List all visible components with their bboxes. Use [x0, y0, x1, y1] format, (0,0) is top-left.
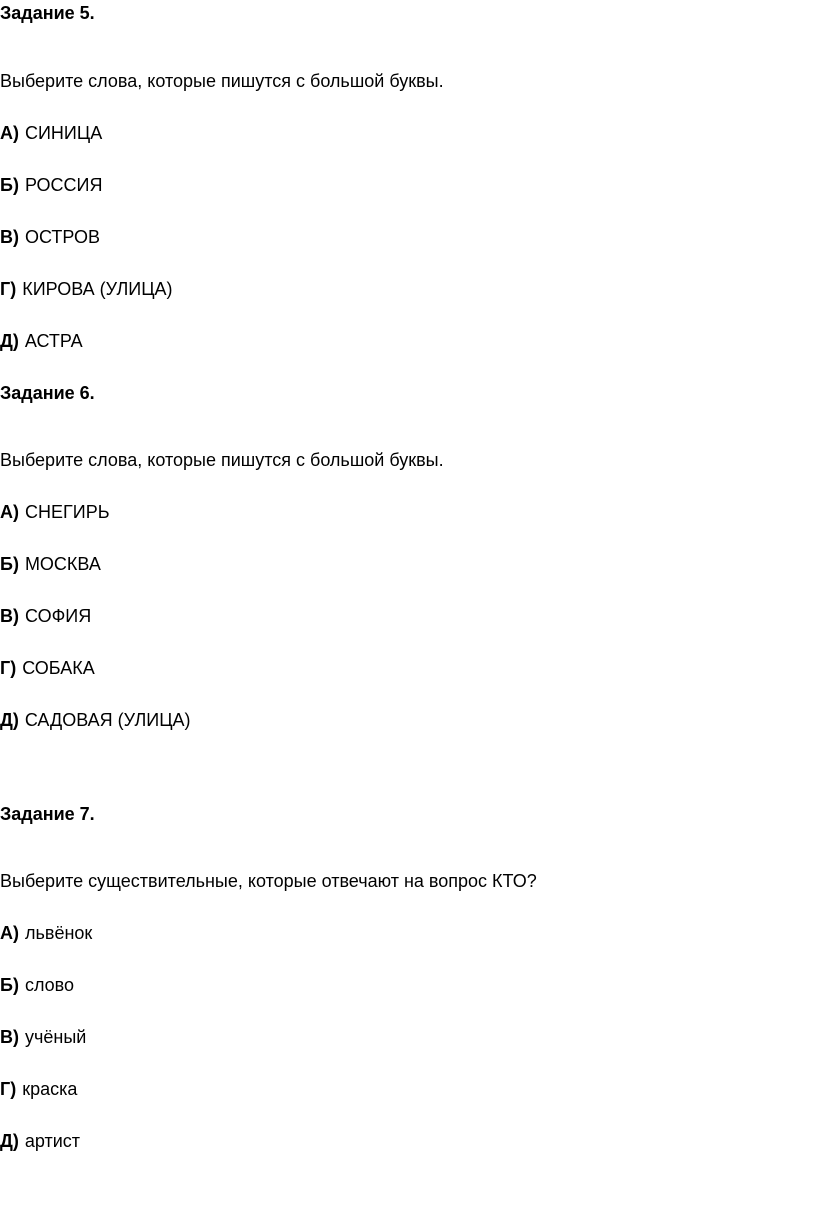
task-7-title: Задание 7. [0, 804, 95, 824]
task-7-prompt: Выберите существительные, которые отвечают на вопрос КТО? [0, 871, 537, 891]
task-5-title: Задание 5. [0, 3, 95, 23]
task-6-option-a [0, 501, 110, 523]
option-text: КИРОВА (УЛИЦА) [22, 279, 173, 299]
option-text: СОБАКА [22, 658, 95, 678]
option-letter: Б) [0, 175, 19, 195]
task-7-option-d [0, 1130, 80, 1152]
option-text: краска [22, 1079, 78, 1099]
option-text: слово [24, 975, 75, 995]
option-letter: В) [0, 227, 19, 247]
option-letter: Д) [0, 331, 19, 351]
task-5-option-v [0, 226, 100, 248]
task-7-option-b [0, 974, 74, 996]
task-6-title: Задание 6. [0, 383, 95, 403]
task-6-prompt: Выберите слова, которые пишутся с большой буквы. [0, 450, 444, 470]
task-5-option-d [0, 330, 83, 352]
option-letter: Г) [0, 279, 17, 299]
option-text: АСТРА [24, 331, 83, 351]
option-text: ОСТРОВ [25, 227, 101, 247]
task-5-option-a [0, 122, 102, 144]
option-letter: Д) [0, 710, 19, 730]
task-7-option-v [0, 1026, 86, 1048]
task-5-option-g [0, 278, 173, 300]
task-5-prompt: Выберите слова, которые пишутся с большой буквы. [0, 71, 444, 91]
task-7-option-g [0, 1078, 77, 1100]
option-text: СНЕГИРЬ [25, 502, 110, 522]
option-letter: А) [0, 923, 19, 943]
task-7-option-a [0, 922, 92, 944]
task-6-option-d [0, 709, 191, 731]
task-6-option-b [0, 553, 101, 575]
option-text: львёнок [25, 923, 93, 943]
option-letter: В) [0, 1027, 19, 1047]
task-6-option-g [0, 657, 95, 679]
option-letter: Б) [0, 554, 19, 574]
option-letter: А) [0, 502, 19, 522]
task-6-option-v [0, 605, 91, 627]
option-text: СИНИЦА [25, 123, 103, 143]
option-text: учёный [25, 1027, 87, 1047]
option-text: СОФИЯ [25, 606, 92, 626]
option-letter: А) [0, 123, 19, 143]
option-text: МОСКВА [24, 554, 101, 574]
option-text: САДОВАЯ (УЛИЦА) [24, 710, 191, 730]
option-letter: Б) [0, 975, 19, 995]
option-text: РОССИЯ [24, 175, 103, 195]
task-5-option-b [0, 174, 102, 196]
option-letter: Г) [0, 1079, 17, 1099]
option-letter: В) [0, 606, 19, 626]
option-letter: Г) [0, 658, 17, 678]
option-letter: Д) [0, 1131, 19, 1151]
option-text: артист [24, 1131, 80, 1151]
